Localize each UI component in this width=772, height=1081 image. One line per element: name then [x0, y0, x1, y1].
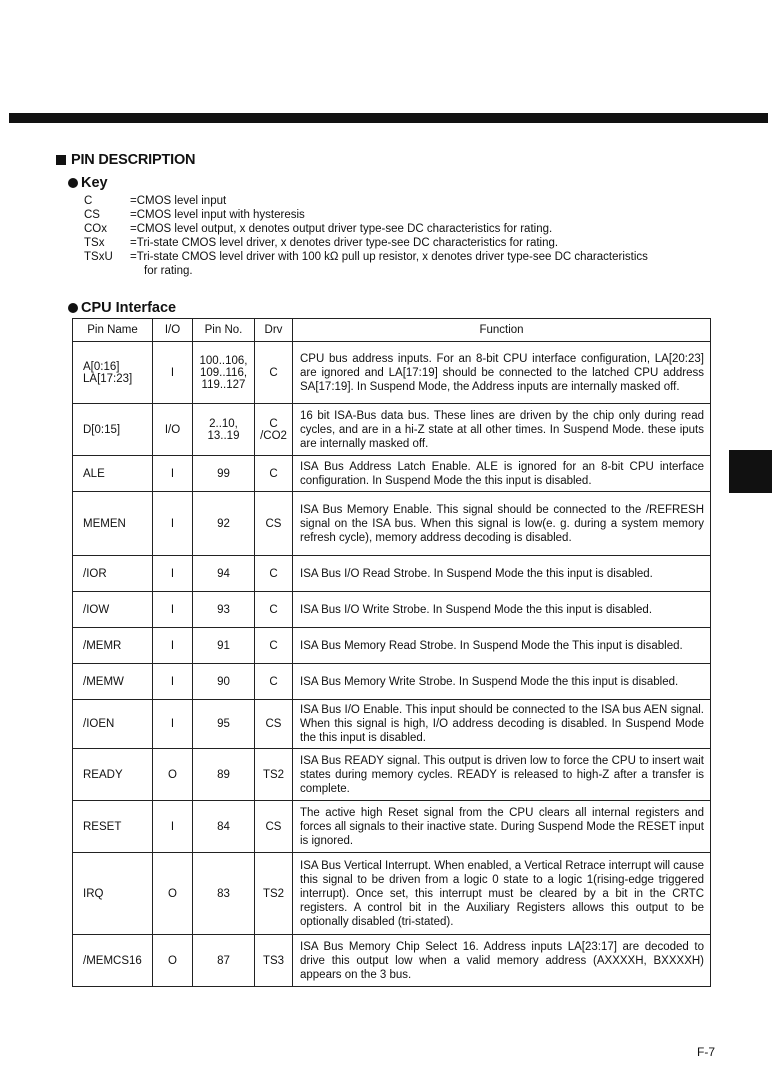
bullet-dot-icon — [68, 178, 78, 188]
key-description: =CMOS level input with hysteresis — [130, 209, 305, 221]
page-title: PIN DESCRIPTION — [71, 152, 196, 168]
driver-cell: C — [255, 342, 293, 404]
io-cell: I — [153, 700, 193, 749]
function-cell: ISA Bus Vertical Interrupt. When enabled, a Vertical Retrace interrupt will cause this signal to be driven from a logic 0 state to a logic 1(rising-edge triggered interrupt). Once set, this interrupt must be cleared by a bit in the CRTC registers. A control bit in the Auxiliary Registers allows this output to be optionally disabled (tri-stated). — [293, 853, 711, 935]
key-description: =CMOS level output, x denotes output driver type-see DC characteristics for rating. — [130, 223, 553, 235]
function-cell: The active high Reset signal from the CPU clears all internal registers and forces all signals to their inactive state. During Suspend Mode the RESET input is ignored. — [293, 801, 711, 853]
bullet-dot-icon — [68, 303, 78, 313]
io-cell: I — [153, 456, 193, 492]
key-heading: Key — [68, 175, 108, 191]
cpu-interface-table — [72, 318, 711, 987]
io-cell: O — [153, 749, 193, 801]
key-code: C — [84, 195, 93, 207]
pin-name-cell: ALE — [73, 456, 153, 492]
col-header-drv: Drv — [255, 319, 293, 342]
table-row — [73, 342, 711, 404]
pin-name-cell: /MEMCS16 — [73, 935, 153, 987]
pin-number-cell: 100..106, 109..116, 119..127 — [193, 342, 255, 404]
table-row — [73, 749, 711, 801]
io-cell: O — [153, 853, 193, 935]
io-cell: I — [153, 628, 193, 664]
driver-cell: C — [255, 628, 293, 664]
function-cell: ISA Bus I/O Enable. This input should be connected to the ISA bus AEN signal. When this signal is high, I/O address decoding is disabled. In Suspend Mode the this input is disabled. — [293, 700, 711, 749]
pin-number-cell: 84 — [193, 801, 255, 853]
table-row — [73, 404, 711, 456]
table-row — [73, 801, 711, 853]
pin-name-cell: /IOR — [73, 556, 153, 592]
key-item — [84, 208, 740, 222]
pin-name-cell: /MEMW — [73, 664, 153, 700]
table-row — [73, 456, 711, 492]
io-cell: I — [153, 592, 193, 628]
cpu-interface-heading: CPU Interface — [68, 300, 176, 316]
pin-name-cell: A[0:16] LA[17:23] — [73, 342, 153, 404]
pin-description-heading — [56, 152, 195, 168]
table-header-row — [73, 319, 711, 342]
driver-cell: CS — [255, 801, 293, 853]
pin-number-cell: 90 — [193, 664, 255, 700]
page-number: F-7 — [697, 1045, 715, 1059]
driver-cell: TS3 — [255, 935, 293, 987]
key-code: COx — [84, 223, 107, 235]
function-cell: ISA Bus Memory Write Strobe. In Suspend Mode the this input is disabled. — [293, 664, 711, 700]
driver-cell: C — [255, 592, 293, 628]
io-cell: O — [153, 935, 193, 987]
driver-cell: CS — [255, 492, 293, 556]
io-cell: I — [153, 801, 193, 853]
col-header-pin-no: Pin No. — [193, 319, 255, 342]
driver-cell: C /CO2 — [255, 404, 293, 456]
table-row — [73, 700, 711, 749]
square-bullet-icon — [56, 155, 66, 165]
key-item — [84, 250, 740, 278]
key-list — [84, 194, 740, 278]
col-header-function: Function — [293, 319, 711, 342]
pin-name-cell: /MEMR — [73, 628, 153, 664]
top-rule — [9, 113, 768, 123]
pin-name-cell: IRQ — [73, 853, 153, 935]
key-item — [84, 194, 740, 208]
function-cell: ISA Bus I/O Write Strobe. In Suspend Mode the this input is disabled. — [293, 592, 711, 628]
function-cell: CPU bus address inputs. For an 8-bit CPU interface configuration, LA[20:23] are ignored and LA[17:19] should be connected to the latched CPU address SA[17:19]. In Suspend Mode, the Address inputs are internally masked off. — [293, 342, 711, 404]
key-code: TSx — [84, 237, 105, 249]
pin-name-cell: D[0:15] — [73, 404, 153, 456]
key-item — [84, 236, 740, 250]
io-cell: I — [153, 342, 193, 404]
pin-number-cell: 89 — [193, 749, 255, 801]
function-cell: ISA Bus Memory Read Strobe. In Suspend Mode the This input is disabled. — [293, 628, 711, 664]
table-row — [73, 935, 711, 987]
key-code: CS — [84, 209, 100, 221]
driver-cell: CS — [255, 700, 293, 749]
table-row — [73, 853, 711, 935]
pin-name-cell: /IOEN — [73, 700, 153, 749]
pin-name-cell: RESET — [73, 801, 153, 853]
key-description: =CMOS level input — [130, 195, 227, 207]
io-cell: I/O — [153, 404, 193, 456]
key-description: =Tri-state CMOS level driver, x denotes driver type-see DC characteristics for rating. — [130, 237, 559, 249]
function-cell: 16 bit ISA-Bus data bus. These lines are driven by the chip only during read cycles, and are in a hi-Z state at all other times. In Suspend Mode. these iputs are internally masked off. — [293, 404, 711, 456]
function-cell: ISA Bus Address Latch Enable. ALE is ignored for an 8-bit CPU interface configuration. In Suspend Mode the this input is disabled. — [293, 456, 711, 492]
table-row — [73, 556, 711, 592]
function-cell: ISA Bus READY signal. This output is driven low to force the CPU to insert wait states during memory cycles. READY is released to high-Z after a transfer is complete. — [293, 749, 711, 801]
pin-name-cell: MEMEN — [73, 492, 153, 556]
driver-cell: C — [255, 664, 293, 700]
driver-cell: TS2 — [255, 749, 293, 801]
driver-cell: C — [255, 456, 293, 492]
section-tab-marker — [729, 450, 772, 493]
function-cell: ISA Bus Memory Chip Select 16. Address inputs LA[23:17] are decoded to drive this output low when a valid memory address (AXXXXH, BXXXXH) appears on the 3 bus. — [293, 935, 711, 987]
table-row — [73, 492, 711, 556]
io-cell: I — [153, 556, 193, 592]
driver-cell: C — [255, 556, 293, 592]
pin-name-cell: READY — [73, 749, 153, 801]
key-code: TSxU — [84, 251, 113, 263]
function-cell: ISA Bus Memory Enable. This signal should be connected to the /REFRESH signal on the ISA bus. When this signal is low(e. g. during a system memory refresh cycle), memory address decoding is disabled. — [293, 492, 711, 556]
pin-name-cell: /IOW — [73, 592, 153, 628]
col-header-pin-name: Pin Name — [73, 319, 153, 342]
pin-number-cell: 99 — [193, 456, 255, 492]
col-header-io: I/O — [153, 319, 193, 342]
pin-number-cell: 95 — [193, 700, 255, 749]
io-cell: I — [153, 492, 193, 556]
pin-number-cell: 92 — [193, 492, 255, 556]
pin-number-cell: 94 — [193, 556, 255, 592]
pin-number-cell: 83 — [193, 853, 255, 935]
pin-number-cell: 87 — [193, 935, 255, 987]
pin-number-cell: 91 — [193, 628, 255, 664]
table-row — [73, 628, 711, 664]
pin-number-cell: 93 — [193, 592, 255, 628]
key-item — [84, 222, 740, 236]
table-row — [73, 592, 711, 628]
function-cell: ISA Bus I/O Read Strobe. In Suspend Mode the this input is disabled. — [293, 556, 711, 592]
key-description: =Tri-state CMOS level driver with 100 kΩ pull up resistor, x denotes driver type-see DC characteristics for rating. — [130, 251, 648, 277]
pin-number-cell: 2..10, 13..19 — [193, 404, 255, 456]
table-row — [73, 664, 711, 700]
io-cell: I — [153, 664, 193, 700]
driver-cell: TS2 — [255, 853, 293, 935]
